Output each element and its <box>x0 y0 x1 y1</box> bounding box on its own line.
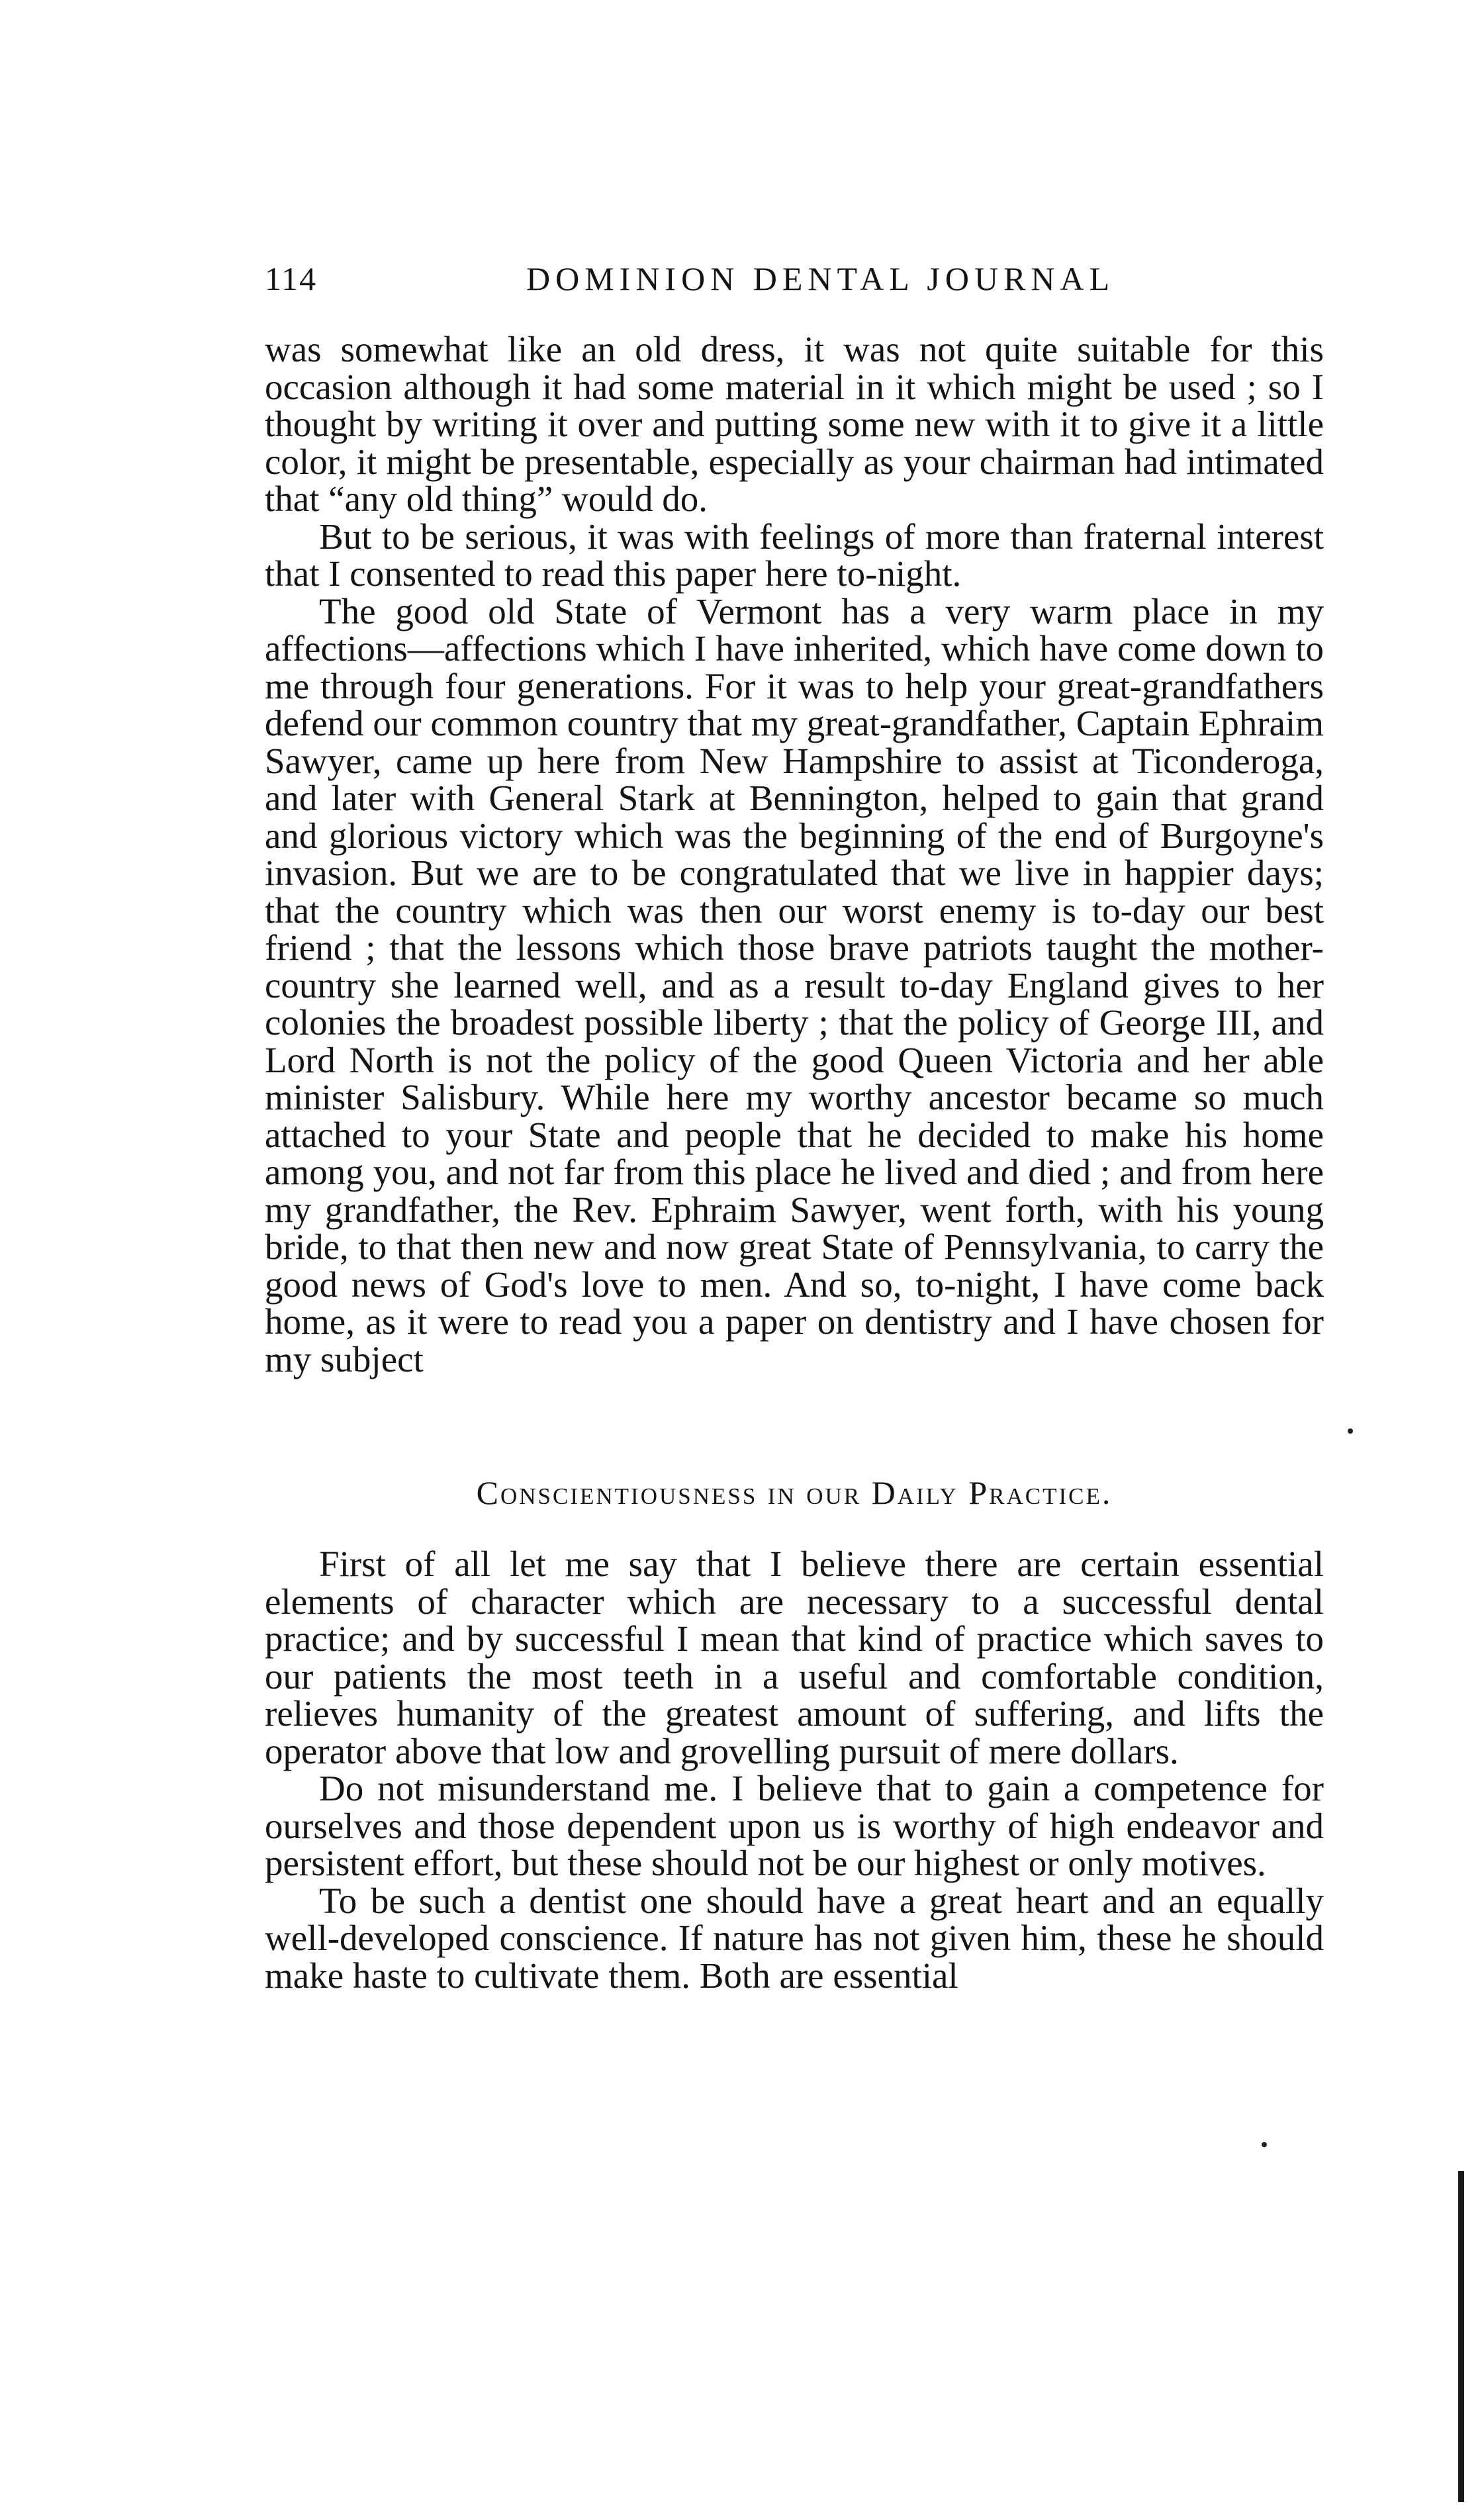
ink-speck <box>1262 2142 1267 2147</box>
ink-speck <box>1348 1428 1353 1434</box>
paragraph-vermont: The good old State of Vermont has a very warm place in my affections—affections which I have inherited, which have come down to me through four generations. For it was to help your great-grandfathers defend our common country that my great-grandfather, Captain Ephraim Sawyer, came up here from New Hampshire to assist at Ticonderoga, and later with General Stark at Bennington, helped to gain that grand and glorious victory which was the beginning of the end of Burgoyne's invasion. But we are to be congratulated that we live in happier days; that the country which was then our worst enemy is to-day our best friend ; that the lessons which those brave patriots taught the mother-country she learned well, and as a result to-day England gives to her colonies the broadest possible liberty ; that the policy of George III, and Lord North is not the policy of the good Queen Victoria and her able minister Salisbury. While here my worthy ancestor became so much attached to your State and people that he decided to make his home among you, and not far from this place he lived and died ; and from here my grandfather, the Rev. Ephraim Sawyer, went forth, with his young bride, to that then new and now great State of Pennsylvania, to carry the good news of God's love to men. And so, to-night, I have come back home, as it were to read you a paper on dentistry and I have chosen for my subject <box>265 590 1324 1379</box>
page-header <box>265 259 1324 312</box>
body-text-lower <box>265 1546 1324 1994</box>
body-text-upper <box>265 331 1324 1378</box>
page-number: 114 <box>265 260 318 297</box>
paragraph-serious: But to be serious, it was with feelings of more than fraternal interest that I consented to read this paper here to-night. <box>265 516 1324 594</box>
running-title: DOMINION DENTAL JOURNAL <box>526 260 1115 297</box>
paragraph-misunderstand: Do not misunderstand me. I believe that to gain a competence for ourselves and those dependent upon us is worthy of high endeavor and persistent effort, but these should not be our highest or only motives. <box>265 1768 1324 1883</box>
section-heading: Conscientiousness in our Daily Practice. <box>476 1474 1113 1511</box>
paragraph-essential-elements: First of all let me say that I believe there are certain essential elements of character which are necessary to a successful dental practice; and by successful I mean that kind of practice which saves to our patients the most teeth in a useful and comfortable condition, relieves humanity of the greatest amount of suffering, and lifts the operator above that low and grovelling pursuit of mere dollars. <box>265 1544 1324 1771</box>
paragraph-continued: was somewhat like an old dress, it was not quite suitable for this occasion although it had some material in it which might be used ; so I thought by writing it over and putting some new with it to give it a little color, it might be presentable, especially as your chairman had intimated that “any old thing” would do. <box>265 329 1324 519</box>
paragraph-great-heart: To be such a dentist one should have a great heart and an equally well-developed conscience. If nature has not given him, these he should make haste to cultivate them. Both are essential <box>265 1880 1324 1996</box>
scan-edge-mark <box>1458 2171 1464 2502</box>
